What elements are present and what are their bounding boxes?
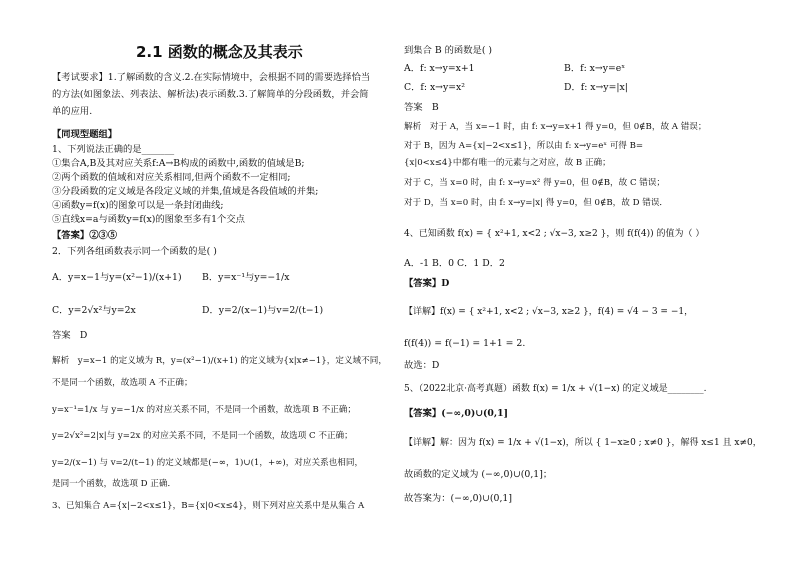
question-2-option-a: A．y=x−1与y=(x²−1)/(x+1)	[52, 272, 182, 283]
exam-requirements-line2: 的方法(如图象法、列表法、解析法)表示函数.3.了解简单的分段函数，并会简	[52, 89, 369, 100]
exam-requirements: 【考试要求】1.了解函数的含义.2.在实际情境中，会根据不同的需要选择恰当	[52, 72, 371, 83]
question-1-item: ②两个函数的值域和对应关系相同,但两个函数不一定相同;	[52, 172, 291, 183]
question-4-explanation: 【详解】f(x) = { x²+1, x<2 ; √x−3, x≥2 }，f(4) = √4 − 3 = −1，	[404, 307, 694, 317]
question-3-explanation: {x|0<x≤4}中都有唯一的元素与之对应，故 B 正确；	[404, 158, 611, 168]
question-1-item: ③分段函数的定义域是各段定义域的并集,值域是各段值域的并集;	[52, 186, 319, 197]
question-4-options: A．-1 B．0 C．1 D．2	[404, 258, 505, 269]
question-4-answer: 【答案】D	[404, 278, 450, 289]
question-3-explanation: 对于 D，当 x=0 时，由 f: x→y=|x| 得 y=0，但 0∉B，故 D 错误．	[404, 198, 669, 208]
question-2-explanation: 是同一个函数，故选项 D 正确．	[52, 479, 177, 489]
question-2-explanation: 解析 y=x−1 的定义域为 R，y=(x²−1)/(x+1) 的定义域为{x|x≠−1}，定义域不同，	[52, 356, 387, 366]
question-3-option-a: A．f: x→y=x+1	[404, 63, 475, 74]
question-2-explanation: y=2/(x−1) 与 v=2/(t−1) 的定义域都是(−∞，1)∪(1，+∞)，对应关系也相同，	[52, 458, 364, 468]
question-2-explanation: y=x⁻¹=1/x 与 y=−1/x 的对应关系不同，不是同一个函数，故选项 B 不正确；	[52, 405, 356, 415]
question-3-explanation: 对于 C，当 x=0 时，由 f: x→y=x² 得 y=0，但 0∉B，故 C 错误；	[404, 178, 666, 188]
question-3-explanation: 解析 对于 A，当 x=−1 时，由 f: x→y=x+1 得 y=0，但 0∉B，故 A 错误；	[404, 122, 707, 132]
section-heading: 【同现型题组】	[52, 129, 118, 140]
exam-requirements-line3: 单的应用.	[52, 106, 93, 117]
question-5: 5、（2022北京·高考真题）函数 f(x) = 1/x + √(1−x) 的定义域是________.	[404, 384, 707, 394]
question-2-option-d: D．y=2/(x−1)与v=2/(t−1)	[202, 305, 324, 316]
question-2-option-c: C．y=2√x²与y=2x	[52, 305, 136, 316]
question-3-option-c: C．f: x→y=x²	[404, 82, 465, 93]
question-4-explanation: f(f(4)) = f(−1) = 1+1 = 2.	[404, 338, 526, 349]
question-5-explanation: 故函数的定义域为 (−∞,0)∪(0,1]；	[404, 469, 553, 480]
question-2-explanation: y=2√x²=2|x|与 y=2x 的对应关系不同，不是同一个函数，故选项 C 不正确；	[52, 431, 353, 441]
question-3-option-d: D．f: x→y=|x|	[564, 82, 628, 93]
question-1-item: ⑤直线x=a与函数y=f(x)的图象至多有1个交点	[52, 214, 245, 225]
question-1: 1、下列说法正确的是_______	[52, 144, 175, 155]
question-1-item: ④函数y=f(x)的图象可以是一条封闭曲线;	[52, 200, 224, 211]
question-4-explanation: 故选：D	[404, 360, 440, 371]
page-title: 2.1 函数的概念及其表示	[136, 43, 303, 61]
question-1-item: ①集合A,B及其对应关系f:A→B构成的函数中,函数的值域是B;	[52, 158, 305, 169]
question-5-explanation: 【详解】解：因为 f(x) = 1/x + √(1−x)，所以 { 1−x≥0 ; x≠0 }，解得 x≤1 且 x≠0，	[404, 438, 762, 448]
question-5-explanation: 故答案为：(−∞,0)∪(0,1]	[404, 493, 512, 504]
question-3-continued: 到集合 B 的函数是( )	[404, 45, 493, 56]
question-5-answer: 【答案】(−∞,0)∪(0,1]	[404, 408, 508, 419]
question-3-option-b: B．f: x→y=eˣ	[564, 63, 626, 74]
question-2-option-b: B．y=x⁻¹与y=−1/x	[202, 272, 290, 283]
question-3-answer: 答案 B	[404, 102, 439, 113]
question-3: 3、已知集合 A={x|−2<x≤1}，B={x|0<x≤4}，则下列对应关系中是从集合 A	[52, 501, 365, 511]
question-2: 2．下列各组函数表示同一个函数的是( )	[52, 246, 217, 257]
question-2-explanation: 不是同一个函数，故选项 A 不正确；	[52, 378, 193, 388]
question-1-answer: 【答案】②③⑤	[52, 230, 118, 241]
question-3-explanation: 对于 B，因为 A={x|−2<x≤1}，所以由 f: x→y=eˣ 可得 B=	[404, 141, 644, 151]
question-2-answer: 答案 D	[52, 330, 88, 341]
question-4: 4、已知函数 f(x) = { x²+1, x<2 ; √x−3, x≥2 }，则 f(f(4)) 的值为（ ）	[404, 229, 705, 239]
